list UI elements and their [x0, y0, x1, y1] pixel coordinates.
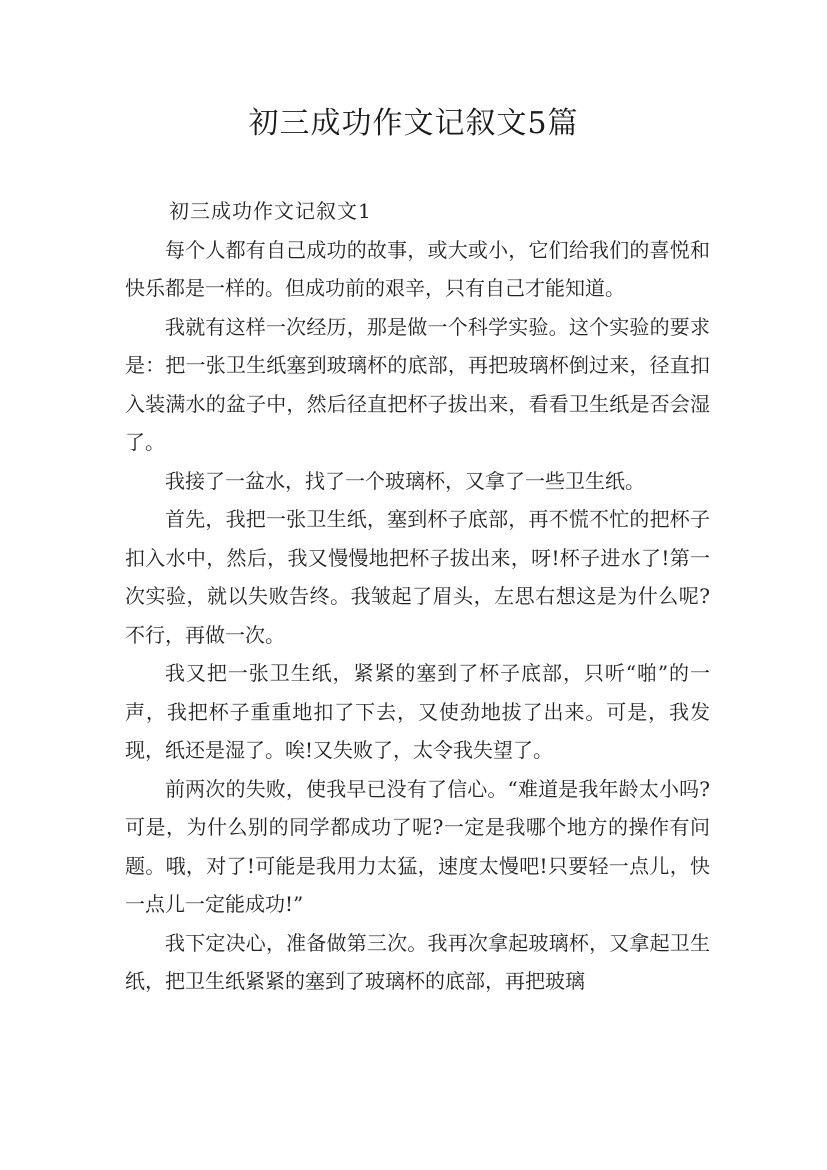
paragraph: 首先，我把一张卫生纸，塞到杯子底部，再不慌不忙的把杯子扣入水中，然后，我又慢慢地把杯子拔出来，呀!杯子进水了!第一次实验，就以失败告终。我皱起了眉头，左思右想这是为什么呢?不行，再做一次。 — [125, 507, 710, 647]
paragraph: 我下定决心，准备做第三次。我再次拿起玻璃杯，又拿起卫生纸，把卫生纸紧紧的塞到了玻璃杯的底部，再把玻璃 — [125, 930, 710, 993]
section-subtitle: 初三成功作文记叙文1 — [169, 199, 372, 223]
paragraph: 我接了一盆水，找了一个玻璃杯，又拿了一些卫生纸。 — [165, 468, 645, 493]
paragraph: 每个人都有自己成功的故事，或大或小，它们给我们的喜悦和快乐都是一样的。但成功前的艰辛，只有自己才能知道。 — [125, 237, 710, 300]
paragraph: 我又把一张卫生纸，紧紧的塞到了杯子底部，只听“啪”的一声，我把杯子重重地扣了下去，又使劲地拔了出来。可是，我发现，纸还是湿了。唉!又失败了，太令我失望了。 — [125, 661, 710, 762]
document-body — [125, 192, 710, 1001]
paragraph: 我就有这样一次经历，那是做一个科学实验。这个实验的要求是：把一张卫生纸塞到玻璃杯的底部，再把玻璃杯倒过来，径直扣入装满水的盆子中，然后径直把杯子拔出来，看看卫生纸是否会湿了。 — [125, 314, 710, 454]
paragraph: 前两次的失败，使我早已没有了信心。“难道是我年龄太小吗?可是，为什么别的同学都成功了呢?一定是我哪个地方的操作有问题。哦，对了!可能是我用力太猛，速度太慢吧!只要轻一点儿，快一点儿一定能成功!” — [125, 776, 710, 916]
document-title: 初三成功作文记叙文5篇 — [248, 106, 579, 141]
